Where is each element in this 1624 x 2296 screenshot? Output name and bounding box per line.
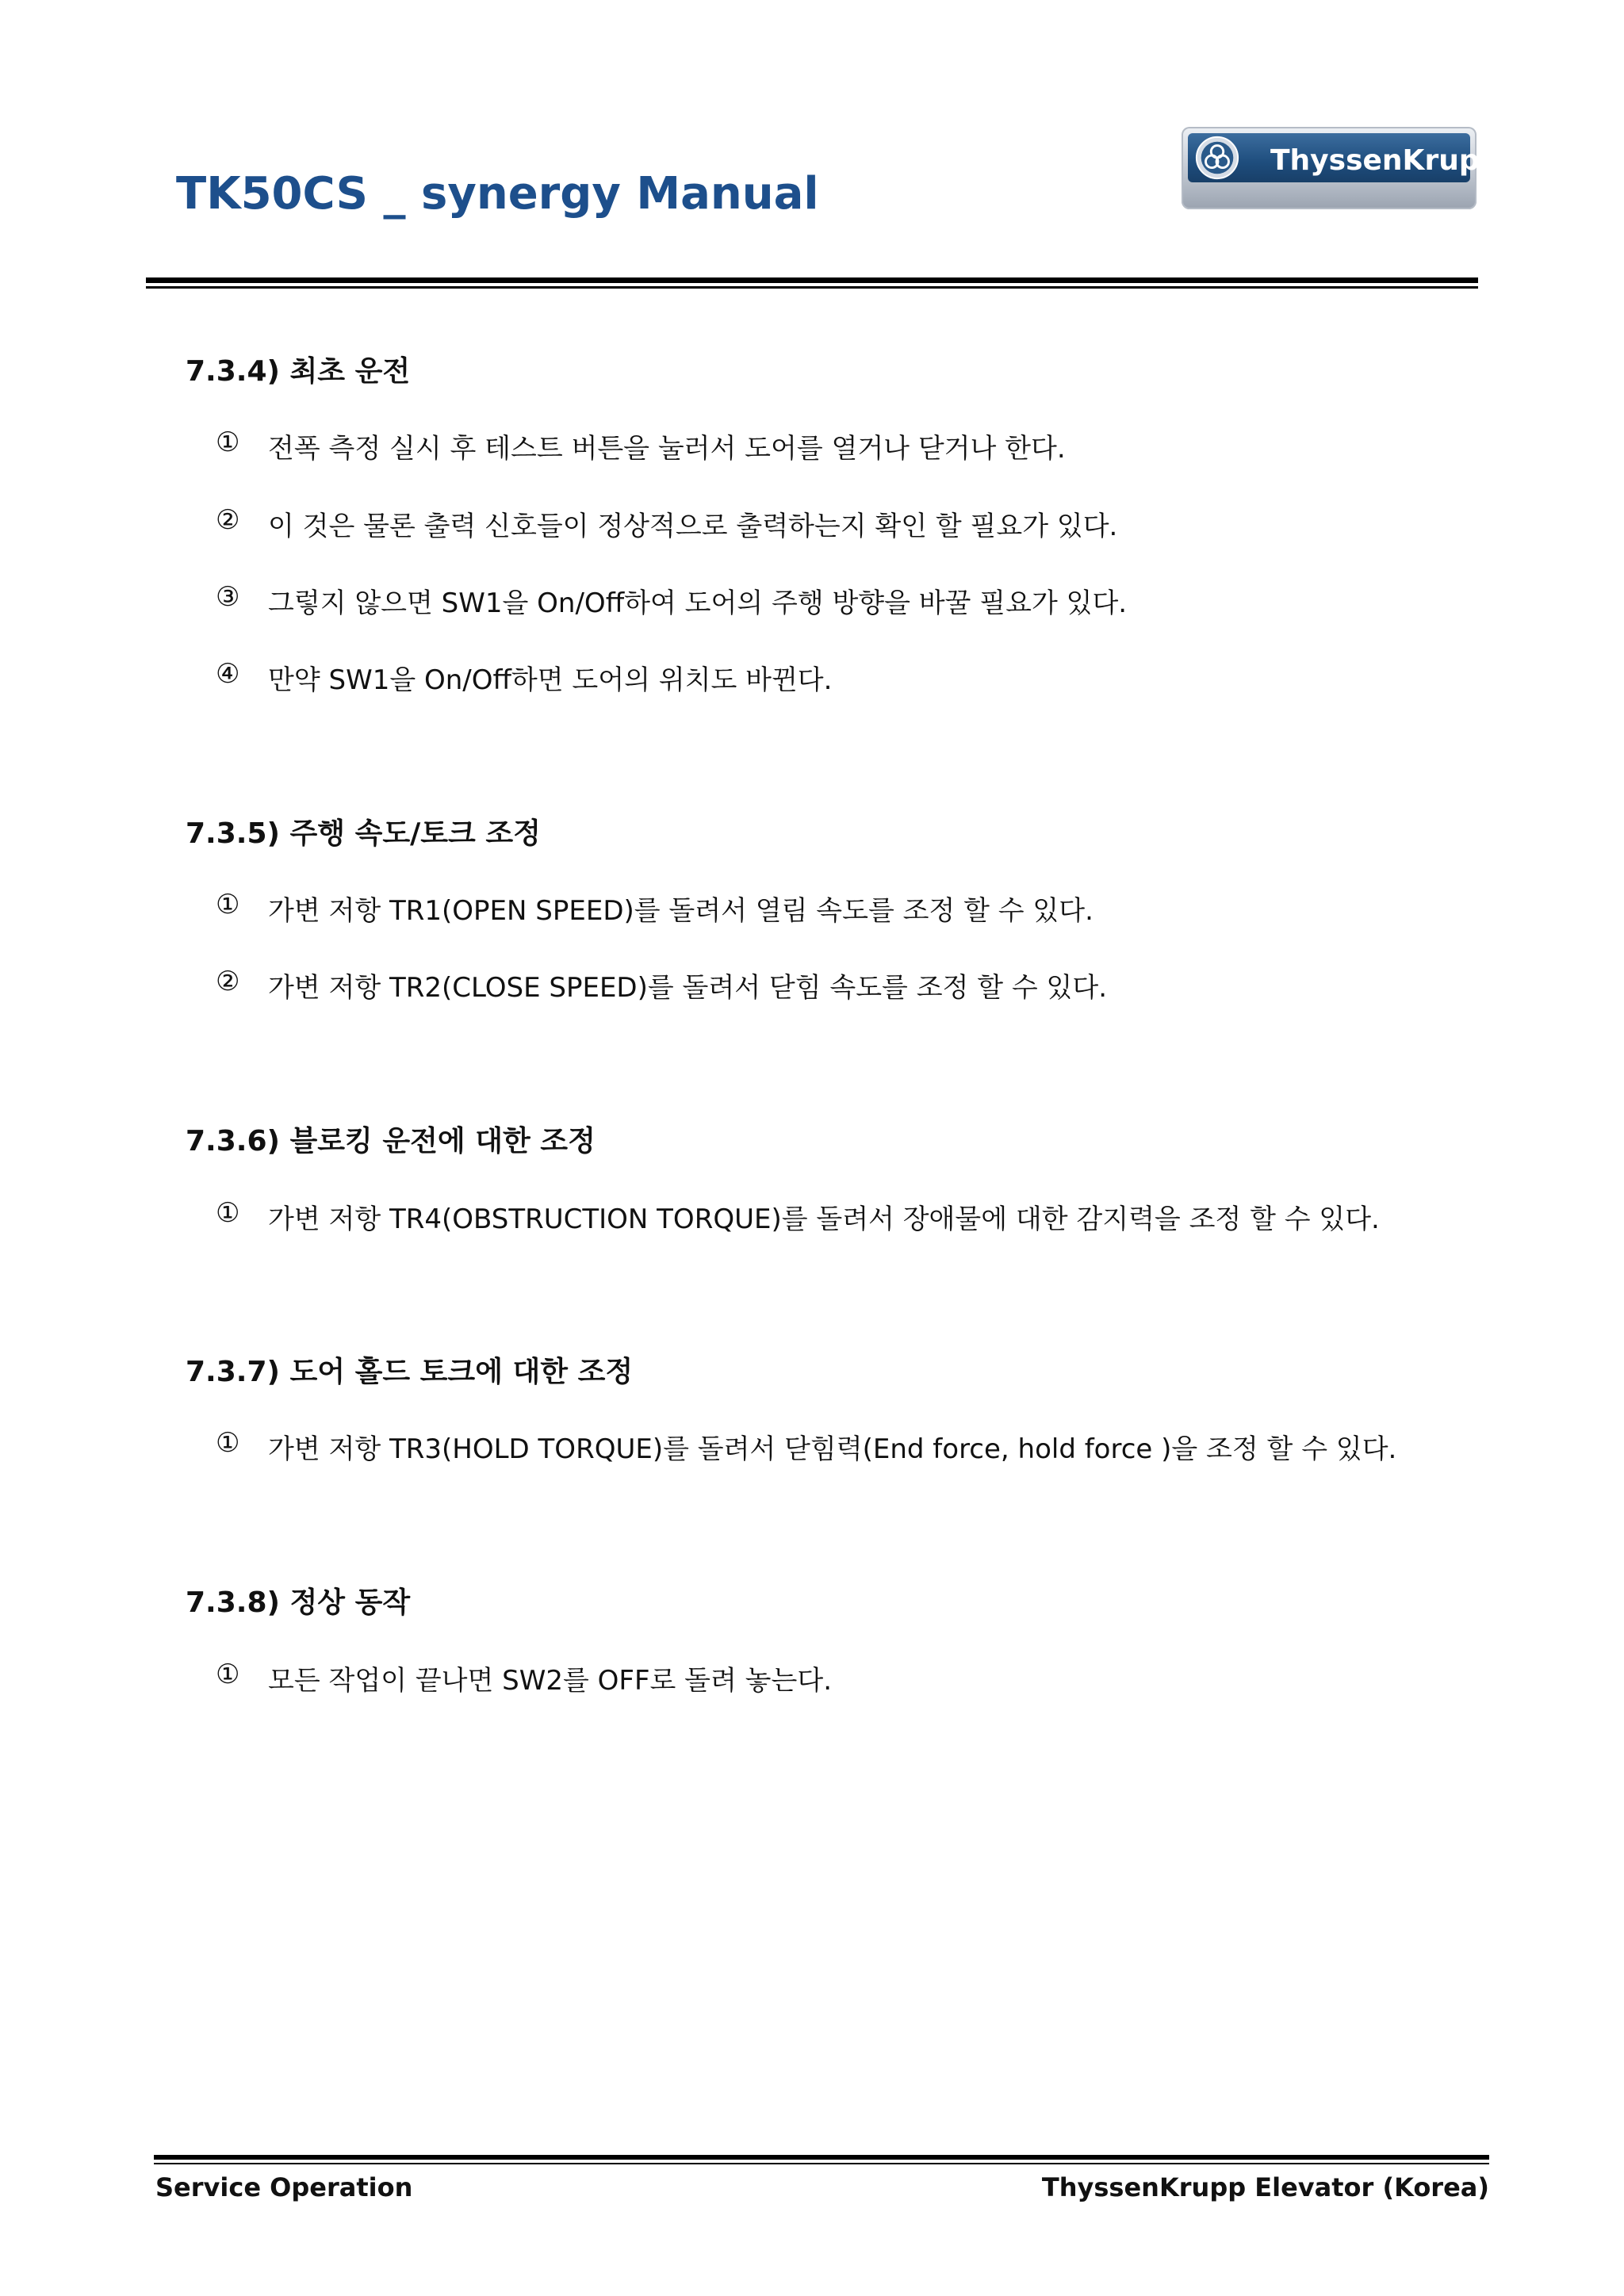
header-rule-thin (146, 286, 1478, 289)
item-marker: ② (216, 504, 240, 536)
item-marker: ① (216, 1197, 240, 1229)
section-heading-7-3-7: 7.3.7) 도어 홀드 토크에 대한 조정 (186, 1356, 634, 1388)
footer-section-label: Service Operation (155, 2172, 413, 2202)
item-marker: ① (216, 889, 240, 920)
thyssenkrupp-logo (1182, 127, 1500, 209)
item-marker: ① (216, 427, 240, 458)
item-marker: ① (216, 1659, 240, 1690)
item-text: 이 것은 물론 출력 신호들이 정상적으로 출력하는지 확인 할 필요가 있다. (268, 511, 1118, 542)
section-heading-7-3-6: 7.3.6) 블로킹 운전에 대한 조정 (186, 1125, 596, 1158)
item-marker: ③ (216, 581, 240, 613)
item-text: 만약 SW1을 On/Off하면 도어의 위치도 바뀐다. (268, 664, 833, 696)
document-title: TK50CS _ synergy Manual (176, 168, 819, 220)
footer-rule-thick (154, 2155, 1489, 2160)
footer-rule-thin (154, 2163, 1489, 2164)
section-heading-7-3-8: 7.3.8) 정상 동작 (186, 1586, 411, 1619)
thyssenkrupp-emblem-icon (1194, 135, 1240, 181)
item-marker: ② (216, 966, 240, 997)
logo-wordmark: ThyssenKrupp (1270, 144, 1500, 177)
item-text: 전폭 측정 실시 후 테스트 버튼을 눌러서 도어를 열거나 닫거나 한다. (268, 433, 1066, 465)
item-text: 모든 작업이 끝나면 SW2를 OFF로 돌려 놓는다. (268, 1665, 833, 1697)
footer-company-label: ThyssenKrupp Elevator (Korea) (1041, 2172, 1489, 2202)
item-text: 가변 저항 TR3(HOLD TORQUE)를 돌려서 닫힘력(End force, hold force )을 조정 할 수 있다. (268, 1433, 1397, 1465)
section-heading-7-3-4: 7.3.4) 최초 운전 (186, 355, 411, 388)
section-heading-7-3-5: 7.3.5) 주행 속도/토크 조정 (186, 817, 541, 850)
item-text: 그렇지 않으면 SW1을 On/Off하여 도어의 주행 방향을 바꿀 필요가 있다. (268, 587, 1128, 619)
item-text: 가변 저항 TR1(OPEN SPEED)를 돌려서 열림 속도를 조정 할 수 있다. (268, 895, 1094, 927)
item-text: 가변 저항 TR4(OBSTRUCTION TORQUE)를 돌려서 장애물에 대한 감지력을 조정 할 수 있다. (268, 1203, 1380, 1235)
item-marker: ④ (216, 658, 240, 690)
item-marker: ① (216, 1427, 240, 1459)
header-rule-thick (146, 277, 1478, 283)
item-text: 가변 저항 TR2(CLOSE SPEED)를 돌려서 닫힘 속도를 조정 할 수 있다. (268, 972, 1107, 1004)
